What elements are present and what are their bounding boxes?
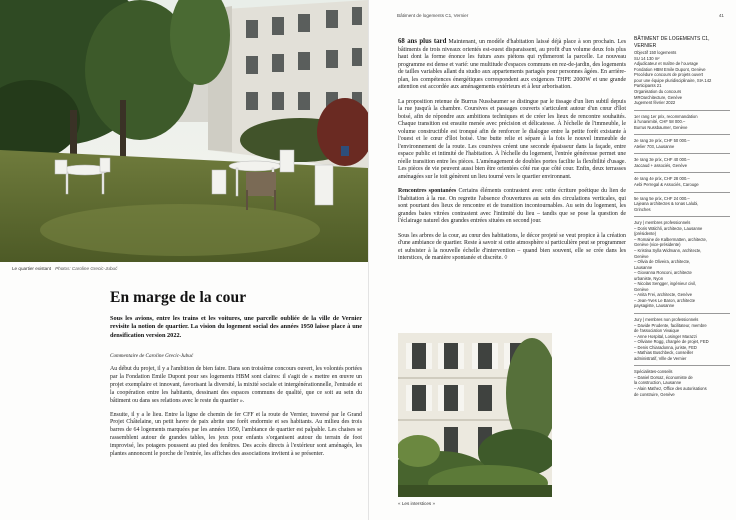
prize-line: Lajeana architectes & Ionas Lalubi, [634, 201, 699, 207]
running-head: Bâtiment de logements C1, Vernier [397, 13, 469, 18]
sidebar-divider [634, 110, 730, 111]
specialist-line: de construire, Genève [634, 391, 675, 397]
article-title: En marge de la cour [110, 289, 247, 306]
jury-line: urbaniste, Nyon [634, 275, 664, 281]
jury-non-professional [634, 317, 730, 361]
body-paragraph: Ensuite, il y a le lieu. Entre la ligne de chemin de fer CFF et la route de Vernier, traversé par le Grand Projet Châtelaine, un petit havre de paix abrite une forêt endormie et ses habitants. Au milieu des trois barres de 64 logements marquées par les années 1950, l'ambiance de quartier est palpable. Les chaises se rassemblent autour de grandes tables, les jeux pour enfants s'organisent autour du terrain de foot improvisé, les potagers poussent au pied des fenêtres. Des accès directs à l'extérieur sont aménagés, les plantes annoncent le porche de l'entrée, les affiches des associations invitent à se présenter. [110, 411, 362, 458]
specialist-line: la construction, Lausanne [634, 380, 682, 386]
fact-line: Jugement février 2022 [634, 100, 676, 106]
jury-line: – Mathias Buschbeck, conseiller [634, 350, 694, 356]
jury-line: – Denis Chiaradonna, juriste, FED [634, 344, 697, 350]
section-heading: Rencontres spontanées [398, 188, 457, 194]
fact-line: Adjudicateur et maître de l'ouvrage [634, 61, 699, 67]
fact-line: Procédure concours de projets ouvert [634, 72, 704, 78]
article-body-left [110, 366, 362, 465]
prize-entry [634, 114, 730, 131]
courtyard-illustration [0, 0, 368, 262]
prize-line: Jaccaud + associés, Genève [634, 162, 688, 168]
jury-line: – Anne Hospital, Losinger Marazzi [634, 333, 697, 339]
jury-line: Genève [634, 253, 649, 259]
specialist-line: – Alain Mathez, Office des autorisations [634, 385, 707, 391]
jury-line: Genève [634, 286, 649, 292]
prize-entry [634, 196, 730, 213]
prize-line: à l'unanimité, CHF 58 000.– [634, 119, 686, 125]
sidebar-title: BÂTIMENT DE LOGEMENTS C1, [634, 36, 710, 42]
interstices-photo [398, 333, 552, 497]
jury-line: – Davide Prudente, facilitateur, membre [634, 322, 707, 328]
specialist-line: Spécialistes-conseils [634, 369, 673, 375]
fact-line: Objectif 150 logements [634, 50, 677, 56]
jury-line: – Oliviane Rogg, chargée de projet, FED [634, 339, 709, 345]
jury-professional [634, 220, 730, 309]
prize-entry [634, 176, 730, 187]
body-paragraph [398, 188, 626, 226]
page-number: 41 [718, 13, 724, 18]
photo-caption [12, 266, 312, 271]
body-paragraph [398, 99, 626, 182]
prize-entry [634, 157, 730, 168]
prize-line: Grinches [634, 206, 651, 212]
jury-line: paysagiste, Lausanne [634, 303, 675, 309]
photo-caption-right: « Les interstices » [398, 501, 436, 506]
fact-line: SU 14 130 m² [634, 55, 660, 61]
prize-line: 5e rang 5e prix, CHF 24 000.– [634, 195, 690, 201]
jury-line: – Doris Wälchli, architecte, Lausanne [634, 225, 703, 231]
sidebar-divider [634, 313, 730, 314]
jury-line: de l'association Vivaique [634, 328, 680, 334]
article-byline: Commentaire de Caroline Grecic-Jubuć [110, 353, 194, 359]
fact-line: MROarchitecture, Genève [634, 94, 683, 100]
article-lead: Sous les avions, entre les trains et les voitures, une parcelle oubliée de la ville de Vernier revisite la notion de quartier. La vision du logement social des années 1950 laisse place à une densification version 2022. [110, 315, 362, 339]
fact-line: pour une équipe pluridisciplinaire, SIA 142 [634, 77, 712, 83]
courtyard-photo [0, 0, 368, 262]
right-page [368, 0, 736, 520]
caption-credit: Photos: Caroline Grecic-Jubuć [55, 266, 118, 271]
section-heading: 68 ans plus tard [398, 38, 447, 45]
fact-line: Participants 21 [634, 83, 662, 89]
jury-line: Lausanne [634, 264, 653, 270]
jury-line: – Jean-Yves Le Baron, architecte [634, 297, 695, 303]
body-paragraph: Au début du projet, il y a l'ambition de bien faire. Dans son troisième concours ouvert, les volontés portées par la Fondation Emile Dupont pour ses logements HBM sont claires: il s'agit de « mettre en œuvre un projet exemplaire et innovant, favorisant la diversité, la mixité sociale et intergénérationnelle, l'entraide et la coopération entre les habitants, dessinant des espaces communs de qualité, que ce soit au sein du bâtiment ou dans ses relations avec le reste du quartier ». [110, 366, 362, 404]
sidebar-divider [634, 216, 730, 217]
jury-line: – Giovanna Ronconi, architecte [634, 270, 692, 276]
sidebar-divider [634, 192, 730, 193]
jury-line: – Anita Frei, architecte, Genève [634, 292, 692, 298]
sidebar-divider [634, 172, 730, 173]
prize-line: 1er rang 1er prix, recommandation [634, 113, 698, 119]
prize-line: 4e rang 4e prix, CHF 28 000.– [634, 176, 690, 182]
prize-line: Burrus Nussbaumer, Genève [634, 124, 688, 130]
sidebar-divider [634, 153, 730, 154]
facade-illustration [398, 333, 552, 497]
jury-line: – Kristina Sylla Widmann, architecte, [634, 247, 702, 253]
prize-entry [634, 138, 730, 149]
sidebar-header [634, 36, 730, 106]
specialists [634, 369, 730, 397]
prize-line: 3e rang 3e prix, CHF 40 000.– [634, 157, 690, 163]
fact-line: Organisation du concours [634, 89, 682, 95]
fact-line: Fondation HBM Emile Dupont, Genève [634, 66, 706, 72]
paragraph-text: Maintenant, un modèle d'habitation laissé déjà place à son prochain. Les bâtiments de trois niveaux orientés est-ouest disparaissent, au profit d'un volume deux fois plus haut dont la forme énonce les futurs axes piétons qui rythmeront la parcelle. Le nouveau programme est dense et varié: une multitude d'espaces communs en rez-de-jardin, des logements de tailles variables allant du studio aux appartements partagés pour personnes âgées. En arrière-plan, les compétences énergétiques correspondent aux exigences THPE 2000W et une grande attention est accordée aux aménagements extérieurs et à leur arborisation. [398, 39, 626, 90]
caption-text: Le quartier existant [12, 266, 52, 271]
body-paragraph [398, 38, 626, 92]
jury-line: Jury | membres non professionnels [634, 316, 699, 322]
specialist-line: – Daniel Dorsaz, économiste de [634, 374, 693, 380]
paragraph-text: Certains éléments contrastent avec cette écriture poétique du lien de l'habitation à la rue. On regrette l'absence d'ouvertures au sein des circulations verticales, qui sont pourtant des lieux de rencontre et de transition incontournables. Au sein du logement, les grandes baies vitrées contrastent avec l'intimité du lieu – tandis que se pose la question de l'éclairage naturel des grandes entrées situées en second jour. [398, 188, 626, 224]
jury-line: (présidente) [634, 231, 657, 237]
sidebar-title: VERNIER [634, 43, 657, 50]
prize-line: 2e rang 2e prix, CHF 50 000.– [634, 138, 690, 144]
prize-line: Atelier 703, Lausanne [634, 143, 675, 149]
paragraph-text: Sous les arbres de la cour, au cœur des habitations, le décor projeté se veut propice à la création d'une ambiance de quartier. Reste à savoir si cette atmosphère si particulière peut se programmer et subsister à la nouvelle échelle d'intervention – quand bien souvent, elle se crée dans les interstices, de manière spontanée et discrète. ◊ [398, 232, 626, 261]
competition-facts-sidebar [634, 36, 730, 401]
jury-line: administratif, Ville de Vernier [634, 355, 687, 361]
paragraph-text: La proposition retenue de Burrus Nussbaumer se distingue par le tissage d'un lien subtil depuis la rue jusqu'à la chambre. Coursives et passages couverts s'articulent autour d'un cœur d'îlot boisé, afin de répondre aux ambitions techniques et de créer les lieux de rencontre souhaités. Chaque transition est ensuite menée avec précision et délicatesse. À l'échelle de l'immeuble, le volume constructible est tronqué afin de renforcer le dialogue entre la petite forêt existante à l'ouest et le cœur d'îlot boisé. Une butte relie et sépare à la fois le nouvel immeuble de l'environnement de la route. Les coursives créent une seconde épaisseur dans la façade, entre espace public et intimité de l'habitation. À l'échelle du logement, l'entrée généreuse permet une réelle transition entre les pièces. L'aménagement de doubles portes facilite la flexibilité d'usage. Les pièces de vie peuvent aussi bien être orientées côté rue que côté cour. Enfin, deux terrasses aménagées sur le toit génèrent un lieu tourné vers le quartier environnant. [398, 98, 626, 180]
jury-line: – Romaine de Kalbermatten, architecte, [634, 236, 707, 242]
article-body-right [398, 38, 626, 270]
jury-line: Genève (vice-présidente) [634, 242, 681, 248]
jury-line: – Olivia de Oliveira, architecte, [634, 259, 691, 265]
sidebar-divider [634, 134, 730, 135]
jury-line: Jury | membres professionnels [634, 220, 691, 226]
sidebar-divider [634, 365, 730, 366]
body-paragraph [398, 233, 626, 263]
prize-line: Aebi Perregal & Associés, Carouge [634, 182, 699, 188]
jury-line: – Nicolas Sengger, ingénieur civil, [634, 281, 697, 287]
